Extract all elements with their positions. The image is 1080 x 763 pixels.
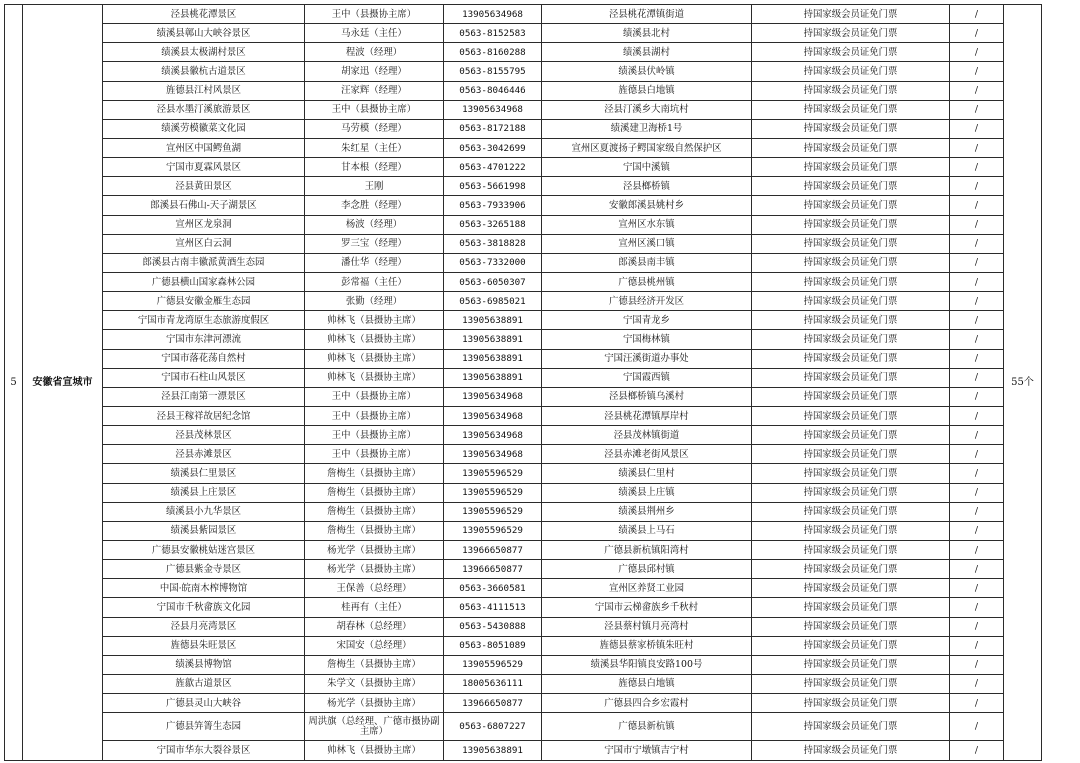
phone-number: 13905638891: [444, 741, 542, 761]
ticket-policy: 持国家级会员证免门票: [752, 426, 950, 445]
ticket-policy: 持国家级会员证免门票: [752, 445, 950, 464]
phone-number: 13905596529: [444, 655, 542, 674]
ticket-policy: 持国家级会员证免门票: [752, 521, 950, 540]
remark: /: [950, 138, 1004, 157]
remark: /: [950, 655, 1004, 674]
table-row: [5, 100, 1077, 119]
address: 泾县茂林镇街道: [542, 426, 752, 445]
address: 泾县赤滩老街风景区: [542, 445, 752, 464]
table-row: [5, 426, 1077, 445]
table-row: [5, 234, 1077, 253]
address: 绩溪建卫海桥1号: [542, 119, 752, 138]
table-row: [5, 502, 1077, 521]
ticket-policy: 持国家级会员证免门票: [752, 560, 950, 579]
phone-number: 0563-8051089: [444, 636, 542, 655]
scenic-spot-name: 旌歙古道景区: [103, 674, 305, 693]
contact-person: 帅林飞（县摄协主席）: [305, 330, 444, 349]
remark: /: [950, 426, 1004, 445]
table-row: [5, 81, 1077, 100]
address: 广德县经济开发区: [542, 292, 752, 311]
ticket-policy: 持国家级会员证免门票: [752, 253, 950, 272]
phone-number: 13905634968: [444, 5, 542, 24]
ticket-policy: 持国家级会员证免门票: [752, 483, 950, 502]
contact-person: 彭常福（主任）: [305, 272, 444, 291]
scenic-spot-name: 宁国市千秋畲族文化园: [103, 598, 305, 617]
remark: /: [950, 387, 1004, 406]
remark: /: [950, 292, 1004, 311]
contact-person: 周洪旗（总经理、广德市摄协副主席）: [305, 713, 444, 741]
phone-number: 13905638891: [444, 311, 542, 330]
scenic-spot-name: 绩溪县紫园景区: [103, 521, 305, 540]
phone-number: 0563-8160288: [444, 43, 542, 62]
contact-person: 詹梅生（县摄协主席）: [305, 502, 444, 521]
address: 广德县桃州镇: [542, 272, 752, 291]
table-row: [5, 158, 1077, 177]
table-row: [5, 253, 1077, 272]
scenic-spots-table: [4, 4, 1077, 761]
address: 广德县邱村镇: [542, 560, 752, 579]
remark: /: [950, 215, 1004, 234]
phone-number: 0563-6807227: [444, 713, 542, 741]
remark: /: [950, 5, 1004, 24]
remark: /: [950, 24, 1004, 43]
table-row: [5, 292, 1077, 311]
table-row: [5, 674, 1077, 693]
table-row: [5, 521, 1077, 540]
remark: /: [950, 406, 1004, 425]
ticket-policy: 持国家级会员证免门票: [752, 636, 950, 655]
ticket-policy: 持国家级会员证免门票: [752, 330, 950, 349]
remark: /: [950, 43, 1004, 62]
ticket-policy: 持国家级会员证免门票: [752, 349, 950, 368]
address: 宁国市宁墩镇吉宁村: [542, 741, 752, 761]
contact-person: 马永廷（主任）: [305, 24, 444, 43]
scenic-spot-name: 宁国市落花荡自然村: [103, 349, 305, 368]
ticket-policy: 持国家级会员证免门票: [752, 387, 950, 406]
address: 广德县新杭镇: [542, 713, 752, 741]
phone-number: 0563-4701222: [444, 158, 542, 177]
remark: /: [950, 741, 1004, 761]
contact-person: 王中（县摄协主席）: [305, 5, 444, 24]
phone-number: 0563-7933906: [444, 196, 542, 215]
contact-person: 杨光学（县摄协主席）: [305, 540, 444, 559]
phone-number: 0563-3818828: [444, 234, 542, 253]
phone-number: 0563-7332000: [444, 253, 542, 272]
scenic-spot-name: 泾县桃花潭景区: [103, 5, 305, 24]
address: 宁国汪溪街道办事处: [542, 349, 752, 368]
table-row: [5, 713, 1077, 741]
ticket-policy: 持国家级会员证免门票: [752, 62, 950, 81]
remark: /: [950, 636, 1004, 655]
table-row: [5, 636, 1077, 655]
address: 泾县桃花潭镇厚岸村: [542, 406, 752, 425]
contact-person: 詹梅生（县摄协主席）: [305, 521, 444, 540]
table-row: [5, 406, 1077, 425]
table-row: [5, 43, 1077, 62]
remark: /: [950, 253, 1004, 272]
address: 泾县榔桥镇: [542, 177, 752, 196]
ticket-policy: 持国家级会员证免门票: [752, 292, 950, 311]
phone-number: 13905638891: [444, 368, 542, 387]
sequence-number: 5: [5, 5, 23, 761]
phone-number: 13905634968: [444, 100, 542, 119]
remark: /: [950, 694, 1004, 713]
ticket-policy: 持国家级会员证免门票: [752, 674, 950, 693]
remark: /: [950, 521, 1004, 540]
ticket-policy: 持国家级会员证免门票: [752, 368, 950, 387]
address: 郎溪县南丰镇: [542, 253, 752, 272]
address: 泾县汀溪乡大南坑村: [542, 100, 752, 119]
ticket-policy: 持国家级会员证免门票: [752, 655, 950, 674]
ticket-policy: 持国家级会员证免门票: [752, 741, 950, 761]
table-row: [5, 311, 1077, 330]
table-row: [5, 483, 1077, 502]
scenic-spot-name: 广德县紫金寺景区: [103, 560, 305, 579]
address: 宣州区夏渡扬子鳄国家级自然保护区: [542, 138, 752, 157]
table-body: [5, 5, 1077, 761]
phone-number: 0563-4111513: [444, 598, 542, 617]
scenic-spot-name: 泾县水墨汀溪旅游景区: [103, 100, 305, 119]
contact-person: 朱红星（主任）: [305, 138, 444, 157]
table-row: [5, 177, 1077, 196]
table-row: [5, 24, 1077, 43]
address: 广德县新杭镇阳湾村: [542, 540, 752, 559]
scenic-spot-name: 旌德县江村风景区: [103, 81, 305, 100]
ticket-policy: 持国家级会员证免门票: [752, 234, 950, 253]
phone-number: 13966650877: [444, 694, 542, 713]
remark: /: [950, 540, 1004, 559]
table-row: [5, 119, 1077, 138]
address: 绩溪县华阳镇良安路100号: [542, 655, 752, 674]
address: 绩溪县上马石: [542, 521, 752, 540]
scenic-spot-name: 旌德县朱旺景区: [103, 636, 305, 655]
phone-number: 0563-5430888: [444, 617, 542, 636]
scenic-spot-name: 泾县黄田景区: [103, 177, 305, 196]
ticket-policy: 持国家级会员证免门票: [752, 598, 950, 617]
scenic-spot-name: 广德县安徽桃姑迷宫景区: [103, 540, 305, 559]
ticket-policy: 持国家级会员证免门票: [752, 24, 950, 43]
phone-number: 0563-8155795: [444, 62, 542, 81]
contact-person: 王中（县摄协主席）: [305, 406, 444, 425]
table-row: [5, 598, 1077, 617]
remark: /: [950, 349, 1004, 368]
ticket-policy: 持国家级会员证免门票: [752, 138, 950, 157]
address: 泾县榔桥镇乌溪村: [542, 387, 752, 406]
ticket-policy: 持国家级会员证免门票: [752, 502, 950, 521]
phone-number: 0563-8172188: [444, 119, 542, 138]
scenic-spot-name: 广德县灵山大峡谷: [103, 694, 305, 713]
ticket-policy: 持国家级会员证免门票: [752, 158, 950, 177]
address: 宁国青龙乡: [542, 311, 752, 330]
address: 广德县四合乡宏霞村: [542, 694, 752, 713]
table-row: [5, 540, 1077, 559]
remark: /: [950, 579, 1004, 598]
contact-person: 朱学文（县摄协主席）: [305, 674, 444, 693]
table-row: [5, 445, 1077, 464]
scenic-spot-name: 泾县茂林景区: [103, 426, 305, 445]
ticket-policy: 持国家级会员证免门票: [752, 119, 950, 138]
scenic-spot-name: 郎溪县石佛山-天子湖景区: [103, 196, 305, 215]
ticket-policy: 持国家级会员证免门票: [752, 311, 950, 330]
contact-person: 王中（县摄协主席）: [305, 426, 444, 445]
scenic-spot-name: 郎溪县古南丰徽派黄酒生态园: [103, 253, 305, 272]
phone-number: 13905596529: [444, 502, 542, 521]
table-row: [5, 560, 1077, 579]
remark: /: [950, 502, 1004, 521]
contact-person: 帅林飞（县摄协主席）: [305, 311, 444, 330]
scenic-spot-name: 绩溪县上庄景区: [103, 483, 305, 502]
remark: /: [950, 81, 1004, 100]
scenic-spot-name: 宣州区白云洞: [103, 234, 305, 253]
ticket-policy: 持国家级会员证免门票: [752, 177, 950, 196]
remark: /: [950, 119, 1004, 138]
phone-number: 0563-6985021: [444, 292, 542, 311]
scenic-spot-name: 绩溪县仁里景区: [103, 464, 305, 483]
contact-person: 帅林飞（县摄协主席）: [305, 741, 444, 761]
contact-person: 王中（县摄协主席）: [305, 100, 444, 119]
remark: /: [950, 100, 1004, 119]
table-row: [5, 579, 1077, 598]
table-row: [5, 330, 1077, 349]
address: 绩溪县荆州乡: [542, 502, 752, 521]
ticket-policy: 持国家级会员证免门票: [752, 406, 950, 425]
phone-number: 13905638891: [444, 349, 542, 368]
address: 绩溪县上庄镇: [542, 483, 752, 502]
phone-number: 13905634968: [444, 426, 542, 445]
contact-person: 杨光学（县摄协主席）: [305, 560, 444, 579]
ticket-policy: 持国家级会员证免门票: [752, 215, 950, 234]
remark: /: [950, 464, 1004, 483]
ticket-policy: 持国家级会员证免门票: [752, 617, 950, 636]
remark: /: [950, 713, 1004, 741]
address: 旌德县蔡家桥镇朱旺村: [542, 636, 752, 655]
remark: /: [950, 674, 1004, 693]
remark: /: [950, 598, 1004, 617]
phone-number: 0563-3660581: [444, 579, 542, 598]
remark: /: [950, 560, 1004, 579]
phone-number: 18005636111: [444, 674, 542, 693]
table-row: [5, 272, 1077, 291]
scenic-spot-name: 宁国市青龙湾原生态旅游度假区: [103, 311, 305, 330]
scenic-spot-name: 宣州区龙泉洞: [103, 215, 305, 234]
table-row: [5, 196, 1077, 215]
scenic-spot-name: 中国·皖南木榨博物馆: [103, 579, 305, 598]
table-row: [5, 741, 1077, 761]
phone-number: 0563-8046446: [444, 81, 542, 100]
remark: /: [950, 177, 1004, 196]
contact-person: 甘本根（经理）: [305, 158, 444, 177]
ticket-policy: 持国家级会员证免门票: [752, 464, 950, 483]
ticket-policy: 持国家级会员证免门票: [752, 540, 950, 559]
address: 宁国中溪镇: [542, 158, 752, 177]
scenic-spot-name: 绩溪县鄣山大峡谷景区: [103, 24, 305, 43]
contact-person: 詹梅生（县摄协主席）: [305, 464, 444, 483]
table-row: [5, 138, 1077, 157]
phone-number: 13905634968: [444, 445, 542, 464]
contact-person: 詹梅生（县摄协主席）: [305, 483, 444, 502]
phone-number: 13966650877: [444, 560, 542, 579]
address: 宁国梅林镇: [542, 330, 752, 349]
remark: /: [950, 445, 1004, 464]
address: 绩溪县伏岭镇: [542, 62, 752, 81]
remark: /: [950, 158, 1004, 177]
ticket-policy: 持国家级会员证免门票: [752, 43, 950, 62]
table-row: [5, 655, 1077, 674]
contact-person: 程波（经理）: [305, 43, 444, 62]
phone-number: 13905596529: [444, 464, 542, 483]
scenic-spot-name: 宣州区中国鳄鱼湖: [103, 138, 305, 157]
phone-number: 0563-6050307: [444, 272, 542, 291]
address: 宁国霞西镇: [542, 368, 752, 387]
phone-number: 13966650877: [444, 540, 542, 559]
phone-number: 0563-5661998: [444, 177, 542, 196]
contact-person: 张勤（经理）: [305, 292, 444, 311]
contact-person: 杨波（经理）: [305, 215, 444, 234]
table-row: [5, 62, 1077, 81]
ticket-policy: 持国家级会员证免门票: [752, 100, 950, 119]
scenic-spot-name: 泾县月亮湾景区: [103, 617, 305, 636]
table-row: [5, 617, 1077, 636]
city-name: 安徽省宣城市: [23, 5, 103, 761]
contact-person: 帅林飞（县摄协主席）: [305, 368, 444, 387]
contact-person: 马劳模（经理）: [305, 119, 444, 138]
address: 旌德县白地镇: [542, 674, 752, 693]
table-row: [5, 368, 1077, 387]
address: 泾县蔡村镇月亮湾村: [542, 617, 752, 636]
table-row: [5, 387, 1077, 406]
contact-person: 杨光学（县摄协主席）: [305, 694, 444, 713]
phone-number: 13905634968: [444, 387, 542, 406]
contact-person: 王保善（总经理）: [305, 579, 444, 598]
spot-count: 55个: [1004, 5, 1042, 761]
remark: /: [950, 196, 1004, 215]
address: 宣州区水东镇: [542, 215, 752, 234]
scenic-spot-name: 泾县赤滩景区: [103, 445, 305, 464]
contact-person: 帅林飞（县摄协主席）: [305, 349, 444, 368]
contact-person: 罗三宝（经理）: [305, 234, 444, 253]
scenic-spot-name: 绩溪县太极湖村景区: [103, 43, 305, 62]
table-row: [5, 215, 1077, 234]
contact-person: 王中（县摄协主席）: [305, 387, 444, 406]
scenic-spot-name: 宁国市石柱山风景区: [103, 368, 305, 387]
scenic-spot-name: 绩溪劳模徽菜文化园: [103, 119, 305, 138]
scenic-spot-name: 宁国市夏霖风景区: [103, 158, 305, 177]
phone-number: 0563-3265188: [444, 215, 542, 234]
remark: /: [950, 617, 1004, 636]
address: 泾县桃花潭镇街道: [542, 5, 752, 24]
ticket-policy: 持国家级会员证免门票: [752, 5, 950, 24]
phone-number: 0563-8152583: [444, 24, 542, 43]
address: 宁国市云梯畲族乡千秋村: [542, 598, 752, 617]
phone-number: 13905638891: [444, 330, 542, 349]
ticket-policy: 持国家级会员证免门票: [752, 713, 950, 741]
ticket-policy: 持国家级会员证免门票: [752, 81, 950, 100]
contact-person: 李念胜（经理）: [305, 196, 444, 215]
ticket-policy: 持国家级会员证免门票: [752, 196, 950, 215]
remark: /: [950, 234, 1004, 253]
remark: /: [950, 483, 1004, 502]
contact-person: 潘仕华（经理）: [305, 253, 444, 272]
ticket-policy: 持国家级会员证免门票: [752, 694, 950, 713]
phone-number: 13905634968: [444, 406, 542, 425]
contact-person: 王刚: [305, 177, 444, 196]
address: 绩溪县北村: [542, 24, 752, 43]
address: 旌德县白地镇: [542, 81, 752, 100]
scenic-spot-name: 绩溪县徽杭古道景区: [103, 62, 305, 81]
phone-number: 0563-3042699: [444, 138, 542, 157]
contact-person: 桂再有（主任）: [305, 598, 444, 617]
contact-person: 胡家迅（经理）: [305, 62, 444, 81]
remark: /: [950, 272, 1004, 291]
ticket-policy: 持国家级会员证免门票: [752, 272, 950, 291]
address: 绩溪县湖村: [542, 43, 752, 62]
scenic-spot-name: 广德县横山国家森林公园: [103, 272, 305, 291]
scenic-spot-name: 绩溪县博物馆: [103, 655, 305, 674]
ticket-policy: 持国家级会员证免门票: [752, 579, 950, 598]
contact-person: 汪家辉（经理）: [305, 81, 444, 100]
contact-person: 詹梅生（县摄协主席）: [305, 655, 444, 674]
phone-number: 13905596529: [444, 483, 542, 502]
table-row: [5, 349, 1077, 368]
remark: /: [950, 368, 1004, 387]
scenic-spot-name: 宁国市华东大裂谷景区: [103, 741, 305, 761]
scenic-spot-name: 泾县江南第一漂景区: [103, 387, 305, 406]
scenic-spot-name: 广德县笄箐生态园: [103, 713, 305, 741]
remark: /: [950, 311, 1004, 330]
table-row: [5, 5, 1077, 24]
contact-person: 宋国安（总经理）: [305, 636, 444, 655]
remark: /: [950, 62, 1004, 81]
address: 宣州区养贤工业园: [542, 579, 752, 598]
scenic-spot-name: 泾县王稼祥故居纪念馆: [103, 406, 305, 425]
address: 安徽郎溪县姚村乡: [542, 196, 752, 215]
phone-number: 13905596529: [444, 521, 542, 540]
table-row: [5, 694, 1077, 713]
address: 宣州区溪口镇: [542, 234, 752, 253]
contact-person: 胡春林（总经理）: [305, 617, 444, 636]
contact-person: 王中（县摄协主席）: [305, 445, 444, 464]
scenic-spot-name: 宁国市东津河漂流: [103, 330, 305, 349]
scenic-spot-name: 绩溪县小九华景区: [103, 502, 305, 521]
table-row: [5, 464, 1077, 483]
scenic-spot-name: 广德县安徽金雁生态园: [103, 292, 305, 311]
remark: /: [950, 330, 1004, 349]
address: 绩溪县仁里村: [542, 464, 752, 483]
